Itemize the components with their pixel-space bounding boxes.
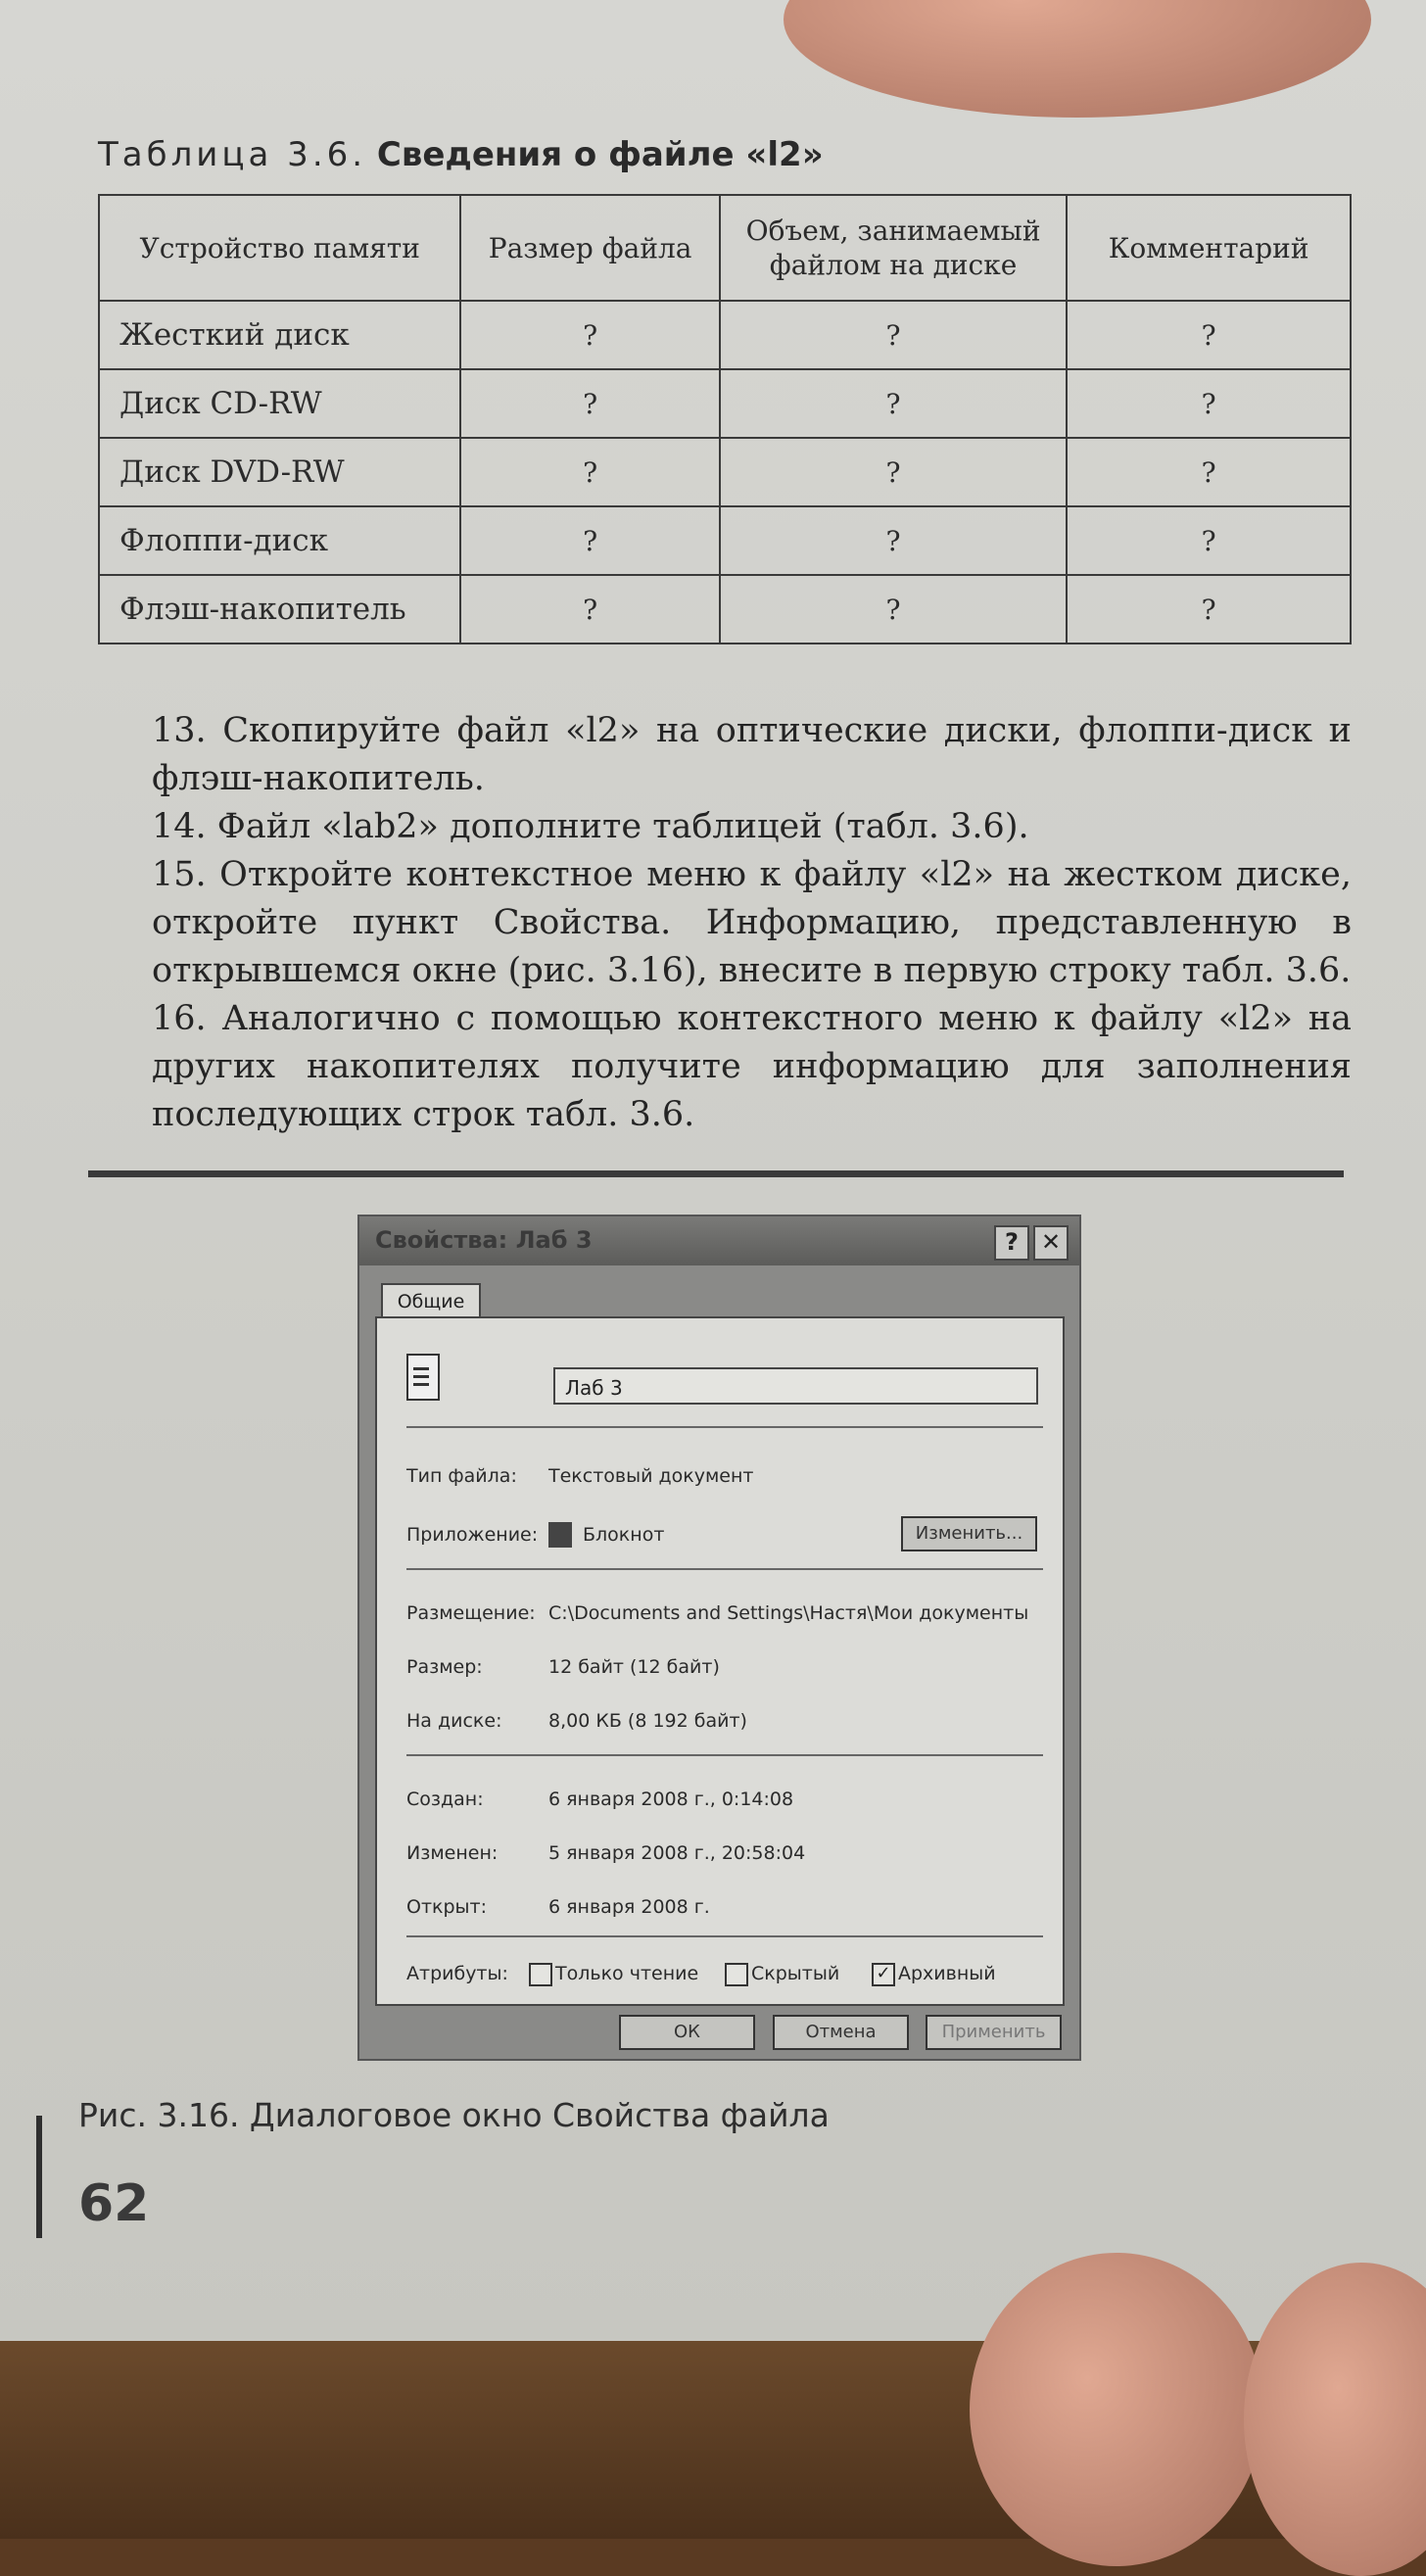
table-cell: ?	[720, 575, 1067, 644]
size-value: 12 байт (12 байт)	[548, 1656, 720, 1678]
created-label: Создан:	[406, 1789, 484, 1810]
page-number: 62	[78, 2174, 150, 2233]
file-name-field[interactable]: Лаб 3	[553, 1367, 1038, 1405]
dialog-title: Свойства: Лаб 3	[375, 1226, 593, 1254]
created-value: 6 января 2008 г., 0:14:08	[548, 1789, 794, 1810]
step-14: 14. Файл «lab2» дополните таблицей (табл. 3.6).	[152, 807, 1029, 846]
table-cell: ?	[1067, 575, 1351, 644]
col-header: Размер файла	[460, 195, 719, 301]
attributes-label: Атрибуты:	[406, 1963, 508, 1984]
table-cell: ?	[1067, 438, 1351, 506]
table-row	[99, 575, 1351, 644]
section-divider	[88, 1170, 1344, 1177]
modified-label: Изменен:	[406, 1842, 499, 1864]
disk-size-value: 8,00 КБ (8 192 байт)	[548, 1710, 747, 1732]
tab-general[interactable]: Общие	[381, 1283, 481, 1318]
cancel-button[interactable]: Отмена	[773, 2015, 909, 2050]
divider	[406, 1568, 1043, 1570]
type-value: Текстовый документ	[548, 1465, 754, 1487]
location-label: Размещение:	[406, 1602, 536, 1624]
data-table	[98, 194, 1352, 644]
table-row	[99, 301, 1351, 369]
table-cell: Диск DVD-RW	[99, 438, 460, 506]
apply-button[interactable]: Применить	[926, 2015, 1062, 2050]
table-cell: Флэш-накопитель	[99, 575, 460, 644]
table-cell: ?	[720, 301, 1067, 369]
col-header: Объем, занимаемый файлом на диске	[720, 195, 1067, 301]
readonly-checkbox[interactable]	[529, 1963, 552, 1986]
table-cell: ?	[1067, 369, 1351, 438]
location-value: C:\Documents and Settings\Настя\Мои документы	[548, 1602, 1029, 1624]
general-panel	[375, 1316, 1065, 2006]
table-row	[99, 438, 1351, 506]
table-cell: Диск CD-RW	[99, 369, 460, 438]
table-cell: ?	[720, 506, 1067, 575]
step-16: 16. Аналогично с помощью контекстного меню к файлу «l2» на других накопителях получите информацию для заполнения последующих строк табл. 3.6.	[152, 999, 1352, 1134]
notepad-icon	[548, 1522, 572, 1548]
table-cell: ?	[460, 575, 719, 644]
modified-value: 5 января 2008 г., 20:58:04	[548, 1842, 806, 1864]
text-file-icon	[406, 1354, 440, 1401]
opened-label: Открыт:	[406, 1896, 488, 1918]
close-button[interactable]: ✕	[1033, 1225, 1069, 1261]
disk-size-label: На диске:	[406, 1710, 502, 1732]
ok-button[interactable]: ОК	[619, 2015, 755, 2050]
table-row	[99, 506, 1351, 575]
archive-label: Архивный	[898, 1963, 996, 1984]
archive-checkbox[interactable]: ✓	[872, 1963, 895, 1986]
divider	[406, 1426, 1043, 1428]
size-label: Размер:	[406, 1656, 483, 1678]
dialog-titlebar	[359, 1216, 1079, 1265]
app-value: Блокнот	[583, 1524, 665, 1546]
finger-bottom-left	[970, 2253, 1263, 2566]
opened-value: 6 января 2008 г.	[548, 1896, 710, 1918]
table-cell: Жесткий диск	[99, 301, 460, 369]
table-cell: ?	[1067, 301, 1351, 369]
col-header: Устройство памяти	[99, 195, 460, 301]
table-cell: ?	[720, 438, 1067, 506]
divider	[406, 1754, 1043, 1756]
table-cell: ?	[460, 506, 719, 575]
change-button[interactable]: Изменить...	[901, 1516, 1037, 1551]
hidden-label: Скрытый	[751, 1963, 840, 1984]
hidden-checkbox[interactable]	[725, 1963, 748, 1986]
step-15: 15. Откройте контекстное меню к файлу «l2» на жестком диске, откройте пункт Свойства. Информацию, представленную в открывшемся окне (рис. 3.16), внесите в первую строку табл. 3.6.	[152, 855, 1352, 990]
table-cell: ?	[460, 301, 719, 369]
help-button[interactable]: ?	[994, 1225, 1029, 1261]
figure-caption: Рис. 3.16. Диалоговое окно Свойства файла	[78, 2096, 830, 2134]
table-cell: ?	[1067, 506, 1351, 575]
step-13: 13. Скопируйте файл «l2» на оптические диски, флоппи-диск и флэш-накопитель.	[152, 711, 1352, 798]
readonly-label: Только чтение	[555, 1963, 699, 1984]
table-cell: Флоппи-диск	[99, 506, 460, 575]
margin-bar	[36, 2116, 42, 2238]
table-cell: ?	[460, 438, 719, 506]
properties-dialog	[357, 1215, 1081, 2061]
app-label: Приложение:	[406, 1524, 539, 1546]
col-header: Комментарий	[1067, 195, 1351, 301]
divider	[406, 1935, 1043, 1937]
table-cell: ?	[720, 369, 1067, 438]
table-cell: ?	[460, 369, 719, 438]
table-caption: Таблица 3.6. Сведения о файле «l2»	[98, 135, 824, 174]
table-header-row	[99, 195, 1351, 301]
table-row	[99, 369, 1351, 438]
type-label: Тип файла:	[406, 1465, 517, 1487]
